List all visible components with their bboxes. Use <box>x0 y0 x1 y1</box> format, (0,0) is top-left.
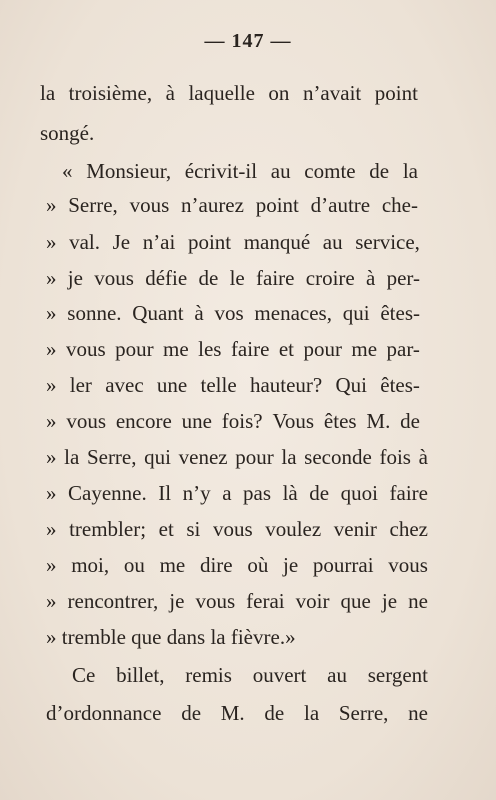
page-number: — 147 — <box>204 30 292 52</box>
text-line: » je vous défie de le faire croire à per- <box>46 266 420 290</box>
text-line: la troisième, à laquelle on n’avait point <box>40 81 418 105</box>
text-line: » rencontrer, je vous ferai voir que je ne <box>46 589 428 613</box>
text-line: Ce billet, remis ouvert au sergent <box>72 663 428 687</box>
text-line: » Cayenne. Il n’y a pas là de quoi faire <box>46 481 428 505</box>
text-line: » ler avec une telle hauteur? Qui êtes- <box>46 373 420 397</box>
text-line: » tremble que dans la fièvre.» <box>46 625 296 649</box>
text-line: d’ordonnance de M. de la Serre, ne <box>46 701 428 725</box>
text-line: » vous pour me les faire et pour me par- <box>46 337 420 361</box>
text-line: songé. <box>40 121 95 145</box>
text-line: » vous encore une fois? Vous êtes M. de <box>46 409 420 433</box>
text-line: » Serre, vous n’aurez point d’autre che- <box>46 193 418 217</box>
text-line: » la Serre, qui venez pour la seconde fois à <box>46 445 428 469</box>
text-line: « Monsieur, écrivit-il au comte de la <box>62 159 418 183</box>
text-line: » sonne. Quant à vos menaces, qui êtes- <box>46 301 420 325</box>
text-line: » trembler; et si vous voulez venir chez <box>46 517 428 541</box>
text-line: » moi, ou me dire où je pourrai vous <box>46 553 428 577</box>
text-line: » val. Je n’ai point manqué au service, <box>46 230 420 254</box>
